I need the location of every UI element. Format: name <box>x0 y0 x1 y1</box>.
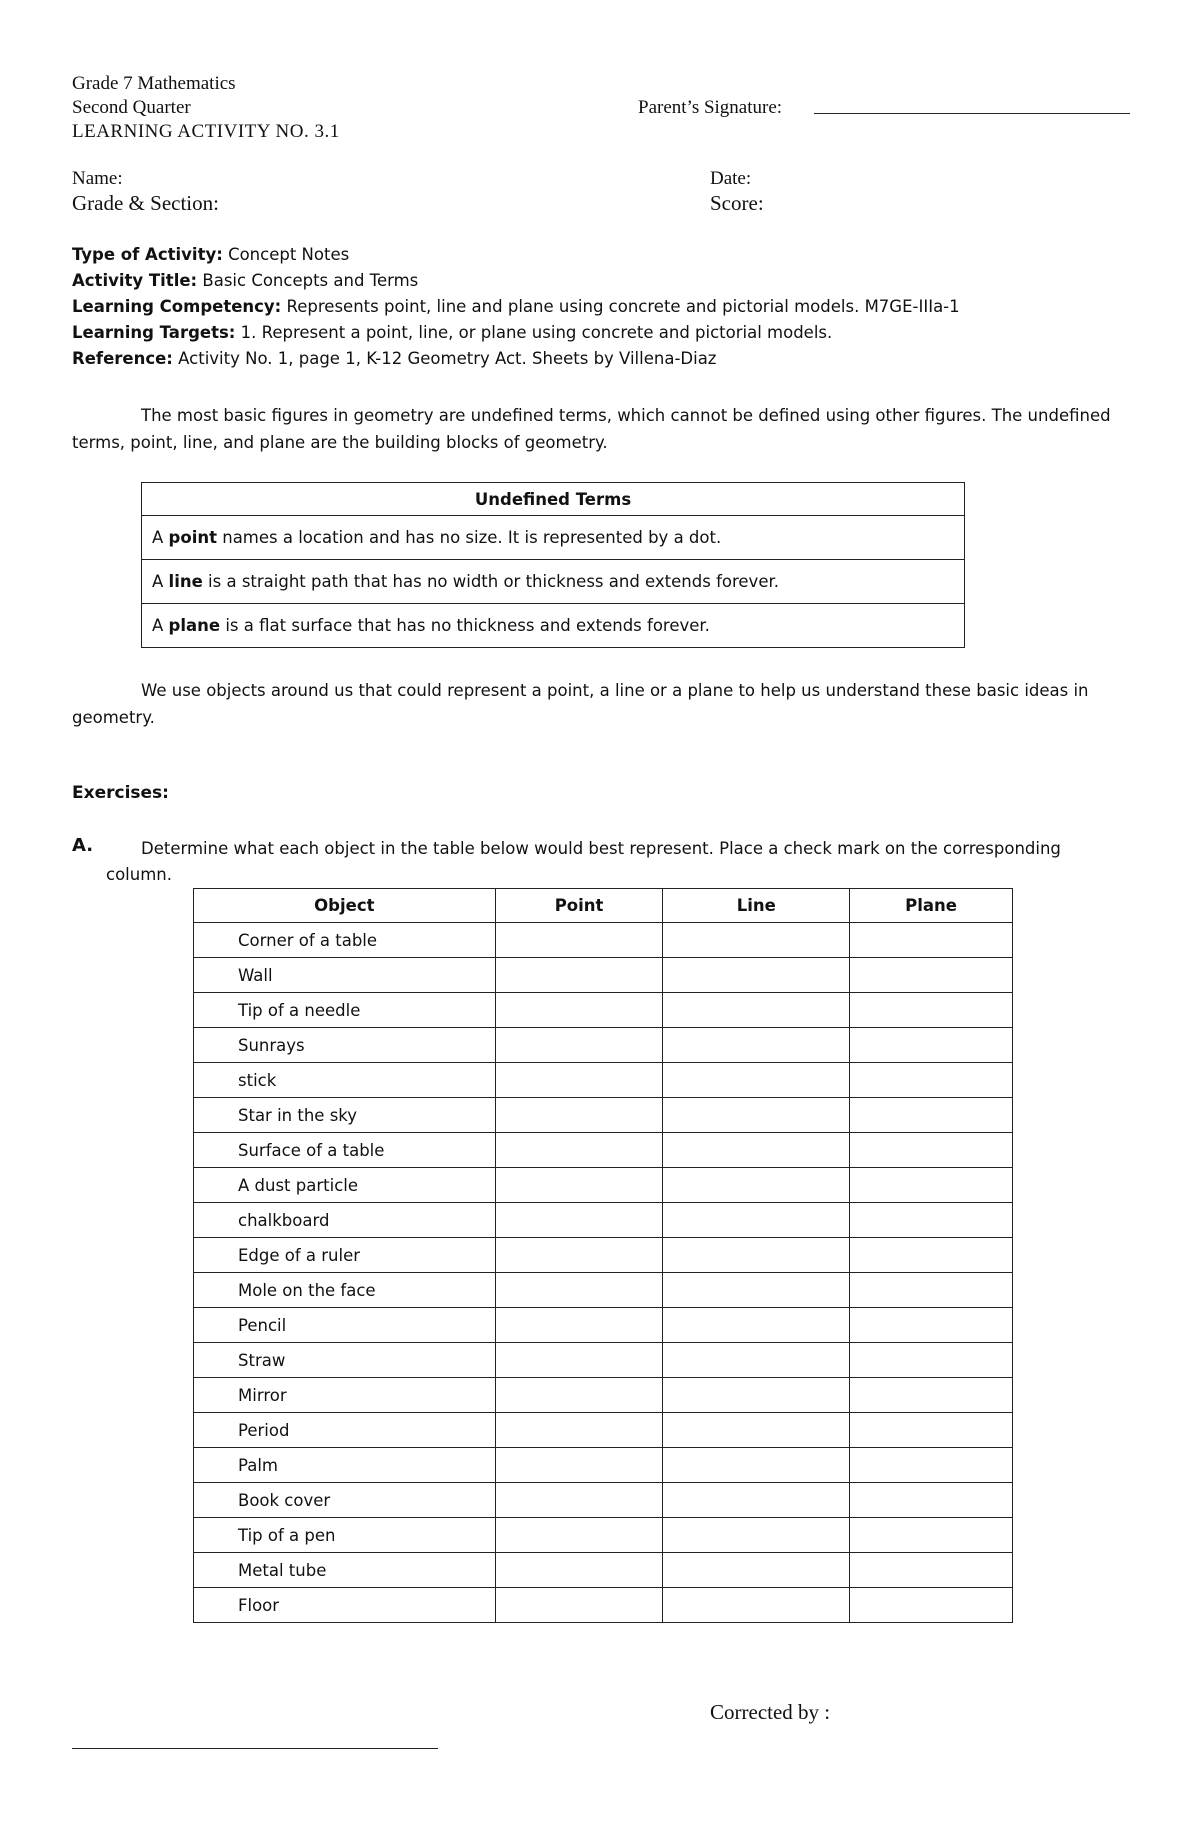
reference <box>72 346 960 372</box>
learning-competency <box>72 294 960 320</box>
table-row <box>194 1518 1013 1553</box>
date-label: Date: <box>710 168 752 189</box>
check-cell-line[interactable] <box>663 1168 850 1203</box>
check-cell-plane[interactable] <box>850 993 1013 1028</box>
table-row <box>194 1168 1013 1203</box>
object-cell: Book cover <box>194 1483 496 1518</box>
check-cell-line[interactable] <box>663 1063 850 1098</box>
object-cell: Star in the sky <box>194 1098 496 1133</box>
check-cell-plane[interactable] <box>850 1343 1013 1378</box>
table-row <box>194 1588 1013 1623</box>
table-row <box>194 1098 1013 1133</box>
activity-title <box>72 268 960 294</box>
object-cell: Palm <box>194 1448 496 1483</box>
check-cell-line[interactable] <box>663 1483 850 1518</box>
reference-value: Activity No. 1, page 1, K-12 Geometry Act. Sheets by Villena-Diaz <box>178 349 717 368</box>
exercise-table <box>193 888 1013 1623</box>
object-cell: Mirror <box>194 1378 496 1413</box>
object-cell: Floor <box>194 1588 496 1623</box>
table-row <box>194 923 1013 958</box>
intro-paragraph <box>72 402 1122 456</box>
check-cell-line[interactable] <box>663 993 850 1028</box>
usage-text: We use objects around us that could represent a point, a line or a plane to help us understand these basic ideas in geometry. <box>72 681 1089 727</box>
undefined-terms-heading: Undefined Terms <box>142 483 965 516</box>
check-cell-line[interactable] <box>663 1028 850 1063</box>
check-cell-point[interactable] <box>495 1378 663 1413</box>
object-cell: stick <box>194 1063 496 1098</box>
check-cell-point[interactable] <box>495 1098 663 1133</box>
check-cell-point[interactable] <box>495 1343 663 1378</box>
check-cell-line[interactable] <box>663 1553 850 1588</box>
check-cell-plane[interactable] <box>850 1483 1013 1518</box>
column-point: Point <box>495 889 663 923</box>
exercise-instruction: Determine what each object in the table below would best represent. Place a check mark on the corresponding column. <box>106 839 1061 884</box>
check-cell-line[interactable] <box>663 958 850 993</box>
usage-paragraph <box>72 677 1122 731</box>
competency-label: Learning Competency: <box>72 297 282 316</box>
check-cell-plane[interactable] <box>850 1518 1013 1553</box>
check-cell-line[interactable] <box>663 1238 850 1273</box>
targets-value: 1. Represent a point, line, or plane using concrete and pictorial models. <box>240 323 833 342</box>
table-row <box>194 958 1013 993</box>
check-cell-plane[interactable] <box>850 1588 1013 1623</box>
type-of-activity <box>72 242 960 268</box>
table-row <box>194 1378 1013 1413</box>
object-cell: A dust particle <box>194 1168 496 1203</box>
object-cell: Pencil <box>194 1308 496 1343</box>
title-label: Activity Title: <box>72 271 198 290</box>
table-row <box>194 1238 1013 1273</box>
check-cell-point[interactable] <box>495 1238 663 1273</box>
check-cell-line[interactable] <box>663 1133 850 1168</box>
subject-label: Grade 7 Mathematics <box>72 73 236 94</box>
check-cell-point[interactable] <box>495 1133 663 1168</box>
object-cell: Tip of a pen <box>194 1518 496 1553</box>
object-cell: Sunrays <box>194 1028 496 1063</box>
check-cell-point[interactable] <box>495 1413 663 1448</box>
check-cell-plane[interactable] <box>850 1133 1013 1168</box>
quarter-label: Second Quarter <box>72 97 191 118</box>
parent-signature-line[interactable] <box>814 113 1130 114</box>
check-cell-point[interactable] <box>495 1553 663 1588</box>
targets-label: Learning Targets: <box>72 323 236 342</box>
check-cell-line[interactable] <box>663 1308 850 1343</box>
table-row <box>194 1343 1013 1378</box>
check-cell-line[interactable] <box>663 1343 850 1378</box>
object-cell: Wall <box>194 958 496 993</box>
definition-row-line: A line is a straight path that has no width or thickness and extends forever. <box>142 560 965 604</box>
check-cell-line[interactable] <box>663 1203 850 1238</box>
check-cell-plane[interactable] <box>850 923 1013 958</box>
term-line: line <box>168 572 203 591</box>
corrector-signature-line[interactable] <box>72 1748 438 1749</box>
check-cell-plane[interactable] <box>850 1553 1013 1588</box>
column-line: Line <box>663 889 850 923</box>
part-a-label: A. <box>72 835 94 856</box>
object-cell: chalkboard <box>194 1203 496 1238</box>
exercises-heading: Exercises: <box>72 783 169 803</box>
check-cell-plane[interactable] <box>850 1378 1013 1413</box>
check-cell-line[interactable] <box>663 1413 850 1448</box>
table-row <box>194 1308 1013 1343</box>
type-label: Type of Activity: <box>72 245 223 264</box>
check-cell-plane[interactable] <box>850 1308 1013 1343</box>
check-cell-point[interactable] <box>495 923 663 958</box>
object-cell: Tip of a needle <box>194 993 496 1028</box>
check-cell-plane[interactable] <box>850 1063 1013 1098</box>
check-cell-line[interactable] <box>663 1588 850 1623</box>
table-row <box>194 1273 1013 1308</box>
object-cell: Straw <box>194 1343 496 1378</box>
definition-row-point: A point names a location and has no size. It is represented by a dot. <box>142 516 965 560</box>
reference-label: Reference: <box>72 349 173 368</box>
grade-section-label: Grade & Section: <box>72 191 219 215</box>
name-label: Name: <box>72 168 123 189</box>
table-row <box>194 1413 1013 1448</box>
check-cell-plane[interactable] <box>850 958 1013 993</box>
check-cell-line[interactable] <box>663 1098 850 1133</box>
check-cell-line[interactable] <box>663 1378 850 1413</box>
table-row <box>194 993 1013 1028</box>
check-cell-point[interactable] <box>495 1273 663 1308</box>
table-row <box>194 1063 1013 1098</box>
check-cell-point[interactable] <box>495 993 663 1028</box>
check-cell-plane[interactable] <box>850 1273 1013 1308</box>
check-cell-line[interactable] <box>663 1273 850 1308</box>
check-cell-line[interactable] <box>663 923 850 958</box>
object-cell: Metal tube <box>194 1553 496 1588</box>
learning-targets <box>72 320 960 346</box>
check-cell-point[interactable] <box>495 1168 663 1203</box>
check-cell-plane[interactable] <box>850 1098 1013 1133</box>
score-label: Score: <box>710 191 764 215</box>
object-cell: Corner of a table <box>194 923 496 958</box>
term-plane: plane <box>168 616 221 635</box>
check-cell-line[interactable] <box>663 1518 850 1553</box>
table-row <box>194 1553 1013 1588</box>
check-cell-plane[interactable] <box>850 1448 1013 1483</box>
definition-row-plane: A plane is a flat surface that has no thickness and extends forever. <box>142 604 965 648</box>
check-cell-point[interactable] <box>495 958 663 993</box>
undefined-terms-table <box>141 482 965 648</box>
table-row <box>194 1203 1013 1238</box>
type-value: Concept Notes <box>228 245 350 264</box>
object-cell: Mole on the face <box>194 1273 496 1308</box>
check-cell-point[interactable] <box>495 1448 663 1483</box>
column-object: Object <box>194 889 496 923</box>
table-row <box>194 1448 1013 1483</box>
intro-text: The most basic figures in geometry are undefined terms, which cannot be defined using other figures. The undefined terms, point, line, and plane are the building blocks of geometry. <box>72 406 1111 452</box>
check-cell-plane[interactable] <box>850 1168 1013 1203</box>
check-cell-plane[interactable] <box>850 1413 1013 1448</box>
check-cell-plane[interactable] <box>850 1203 1013 1238</box>
check-cell-point[interactable] <box>495 1483 663 1518</box>
object-cell: Surface of a table <box>194 1133 496 1168</box>
object-cell: Period <box>194 1413 496 1448</box>
check-cell-point[interactable] <box>495 1028 663 1063</box>
table-row <box>194 1028 1013 1063</box>
check-cell-point[interactable] <box>495 1203 663 1238</box>
activity-number: LEARNING ACTIVITY NO. 3.1 <box>72 121 340 142</box>
column-plane: Plane <box>850 889 1013 923</box>
check-cell-line[interactable] <box>663 1448 850 1483</box>
term-point: point <box>168 528 217 547</box>
activity-meta <box>72 242 960 372</box>
title-value: Basic Concepts and Terms <box>202 271 419 290</box>
object-cell: Edge of a ruler <box>194 1238 496 1273</box>
table-row <box>194 1133 1013 1168</box>
parent-signature-label: Parent’s Signature: <box>638 97 783 118</box>
check-cell-point[interactable] <box>495 1063 663 1098</box>
table-row <box>194 1483 1013 1518</box>
check-cell-point[interactable] <box>495 1308 663 1343</box>
check-cell-point[interactable] <box>495 1518 663 1553</box>
competency-value: Represents point, line and plane using concrete and pictorial models. M7GE-IIIa-1 <box>286 297 960 316</box>
corrected-by-label: Corrected by : <box>710 1700 831 1724</box>
check-cell-point[interactable] <box>495 1588 663 1623</box>
check-cell-plane[interactable] <box>850 1238 1013 1273</box>
check-cell-plane[interactable] <box>850 1028 1013 1063</box>
